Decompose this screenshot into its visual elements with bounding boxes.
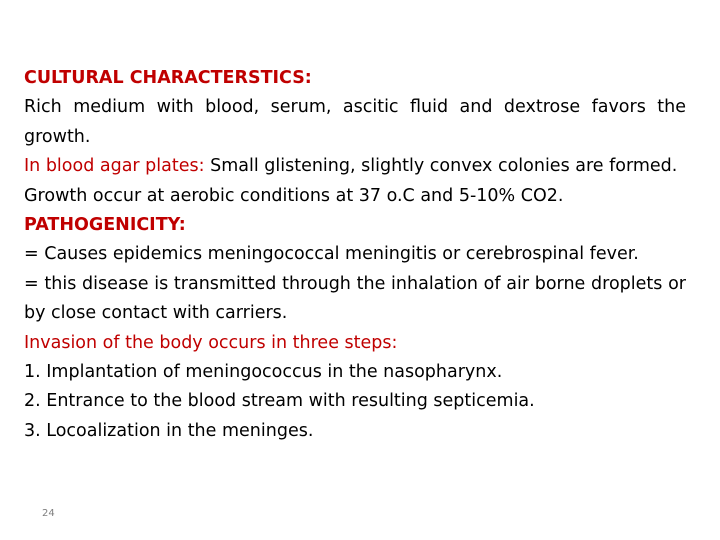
heading-invasion: Invasion of the body occurs in three steps: <box>24 332 398 353</box>
step-2: 2. Entrance to the blood stream with resulting septicemia. <box>24 391 535 412</box>
heading-pathogenicity: PATHOGENICITY: <box>24 215 186 236</box>
text-growth-conditions: Growth occur at aerobic conditions at 37 o.C and 5-10% CO2. <box>24 185 564 206</box>
page-number: 24 <box>42 508 55 519</box>
heading-cultural-characteristics: CULTURAL CHARACTERSTICS: <box>24 68 312 88</box>
text-blood-agar <box>24 152 686 181</box>
text-blood-agar-colonies: Small glistening, slightly convex colonies are formed. <box>204 156 678 177</box>
bullet-epidemics: = Causes epidemics meningococcal meningitis or cerebrospinal fever. <box>24 244 639 265</box>
slide-body <box>24 64 686 446</box>
label-blood-agar: In blood agar plates: <box>24 156 205 177</box>
step-3: 3. Locoalization in the meninges. <box>24 420 314 441</box>
bullet-transmission: = this disease is transmitted through the inhalation of air borne droplets or by close contact with carriers. <box>24 273 686 324</box>
text-growth-medium: Rich medium with blood, serum, ascitic fluid and dextrose favors the growth. <box>24 97 686 147</box>
step-1: 1. Implantation of meningococcus in the nasopharynx. <box>24 362 503 383</box>
